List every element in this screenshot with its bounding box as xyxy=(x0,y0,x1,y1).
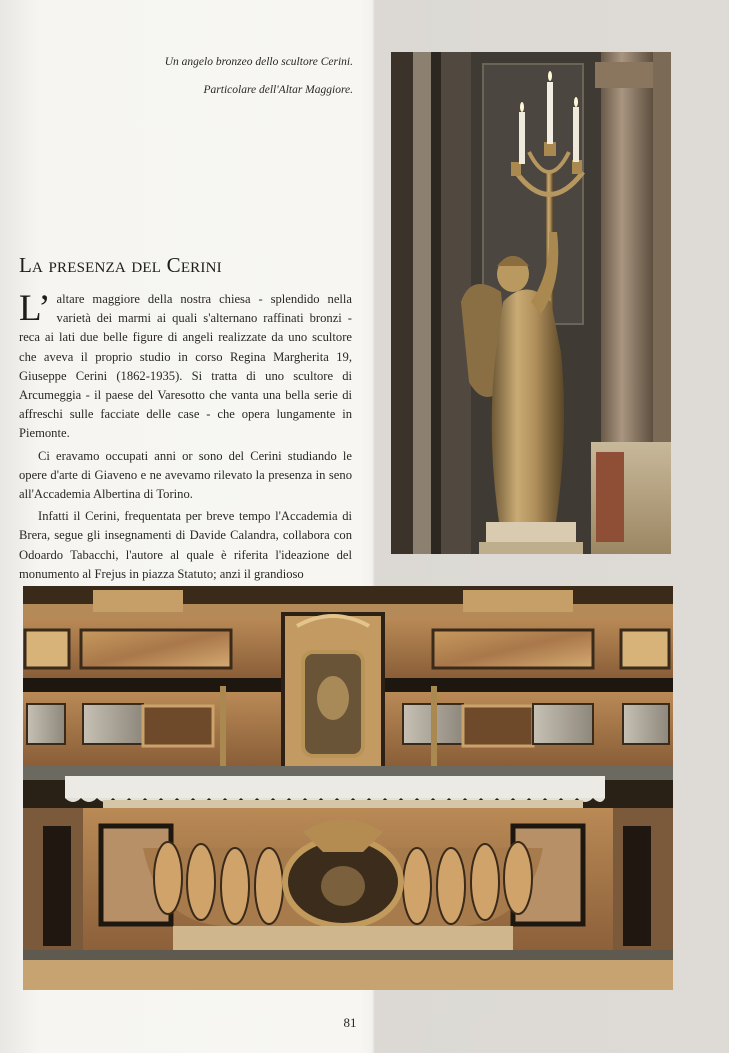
paragraph-1-text: altare maggiore della nostra chiesa - splendido nella varietà dei marmi ai quali s'alternano raffinati bronzi - reca ai lati due belle figure di angeli realizzate da uno scultore che aveva il proprio studio in corso Regina Margherita 19, Giuseppe Cerini (1862-1935). Si tratta di uno scultore di Arcumeggia - il paese del Varesotto che vanta una bella serie di affreschi sulle facciate delle case - che opera lungamente in Piemonte. xyxy=(19,292,352,441)
section-heading: La presenza del Cerini xyxy=(19,253,222,277)
altar-illustration xyxy=(23,586,673,990)
article-body xyxy=(19,290,352,587)
caption-line-2: Particolare dell'Altar Maggiore. xyxy=(203,84,353,96)
drop-cap: L’ xyxy=(19,288,51,329)
angel-statue-illustration xyxy=(391,52,671,554)
caption-line-1: Un angelo bronzeo dello scultore Cerini. xyxy=(164,56,353,68)
paragraph-3: Infatti il Cerini, frequentata per breve tempo l'Accademia di Brera, segue gli insegnamenti di Davide Calandra, collabora con Odoardo Tabacchi, l'autore al quale è riferita l'ideazione del monumento al Frejus in piazza Statuto; anzi il grandioso xyxy=(19,509,352,581)
paragraph-2: Ci eravamo occupati anni or sono del Cerini studiando le opere d'arte di Giaveno e ne avevamo rilevato la presenza in seno all'Accademia Albertina di Torino. xyxy=(19,448,352,502)
altar-photo xyxy=(23,586,673,990)
text-column xyxy=(0,0,374,581)
paragraph-1 xyxy=(19,290,352,444)
angel-statue-photo xyxy=(391,52,671,554)
page-number: 81 xyxy=(343,1015,357,1030)
